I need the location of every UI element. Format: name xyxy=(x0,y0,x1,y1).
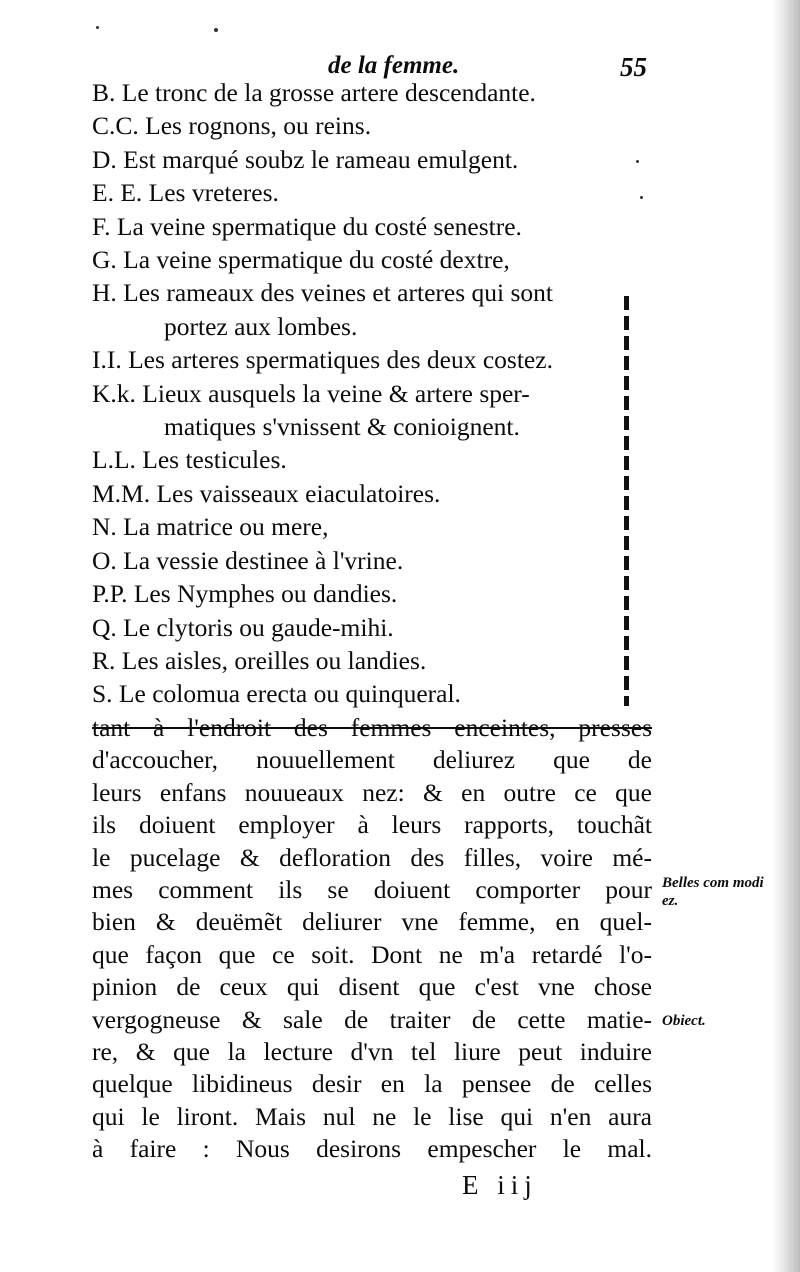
text-line: vergogneuse & sale de traiter de cette matie- xyxy=(92,1004,652,1034)
legend-item: F. La veine spermatique du costé senestre. xyxy=(92,211,522,241)
legend-item: M.M. Les vaisseaux eiaculatoires. xyxy=(92,478,441,508)
legend-item: O. La vessie destinee à l'vrine. xyxy=(92,545,404,575)
legend-item: C.C. Les rognons, ou reins. xyxy=(92,111,372,141)
text-line: ils doiuent employer à leurs rapports, touchãt xyxy=(92,810,652,840)
legend-item: K.k. Lieux ausquels la veine & artere sper- xyxy=(92,378,530,408)
body-paragraph xyxy=(92,712,652,1166)
signature-mark: E iij xyxy=(462,1170,538,1200)
text-line: tant à l'endroit des femmes enceintes, presses xyxy=(92,713,652,742)
legend-item: R. Les aisles, oreilles ou landies. xyxy=(92,645,427,675)
ink-speck xyxy=(636,160,639,163)
text-line: bien & deuëmẽt deliurer vne femme, en quel- xyxy=(92,907,652,937)
legend-item: L.L. Les testicules. xyxy=(92,445,287,475)
text-line: mes comment ils se doiuent comporter pour xyxy=(92,875,652,905)
figure-legend xyxy=(92,76,672,711)
text-line: le pucelage & defloration des filles, voire mé- xyxy=(92,842,652,872)
page-edge-shadow xyxy=(772,0,800,1272)
legend-item: E. E. Les vreteres. xyxy=(92,178,279,208)
text-line: que façon que ce soit. Dont ne m'a retardé l'o- xyxy=(92,939,652,969)
text-line: à faire : Nous desirons empescher le mal. xyxy=(92,1134,652,1164)
legend-bracket-rule xyxy=(624,296,629,706)
legend-item: G. La veine spermatique du costé dextre, xyxy=(92,245,510,275)
legend-item: I.I. Les arteres spermatiques des deux costez. xyxy=(92,345,553,375)
text-line: quelque libidineus desir en la pensee de celles xyxy=(92,1069,652,1099)
legend-item-continuation: matiques s'vnissent & conioignent. xyxy=(164,412,520,442)
running-head: de la femme. xyxy=(328,52,460,79)
margin-note: Belles com modi ez. xyxy=(662,875,764,909)
legend-item: P.P. Les Nymphes ou dandies. xyxy=(92,579,398,609)
legend-item: N. La matrice ou mere, xyxy=(92,512,329,542)
legend-item: H. Les rameaux des veines et arteres qui sont xyxy=(92,278,553,308)
legend-item-continuation: portez aux lombes. xyxy=(164,311,358,341)
text-line: re, & que la lecture d'vn tel liure peut induire xyxy=(92,1037,652,1067)
legend-item: B. Le tronc de la grosse artere descendante. xyxy=(92,78,536,107)
text-line: qui le liront. Mais nul ne le lise qui n'en aura xyxy=(92,1101,652,1131)
text-line: pinion de ceux qui disent que c'est vne chose xyxy=(92,972,652,1002)
legend-item: Q. Le clytoris ou gaude-mihi. xyxy=(92,612,394,642)
legend-item: S. Le colomua erecta ou quinqueral. xyxy=(92,679,461,709)
legend-item: D. Est marqué soubz le rameau emulgent. xyxy=(92,144,519,174)
text-line: d'accoucher, nouuellement deliurez que de xyxy=(92,745,652,775)
ink-speck xyxy=(96,26,99,29)
ink-speck xyxy=(214,28,218,32)
ink-speck xyxy=(640,196,643,199)
page-number: 55 xyxy=(620,52,647,82)
text-line: leurs enfans nouueaux nez: & en outre ce que xyxy=(92,777,652,807)
margin-note: Obiect. xyxy=(662,1013,706,1029)
